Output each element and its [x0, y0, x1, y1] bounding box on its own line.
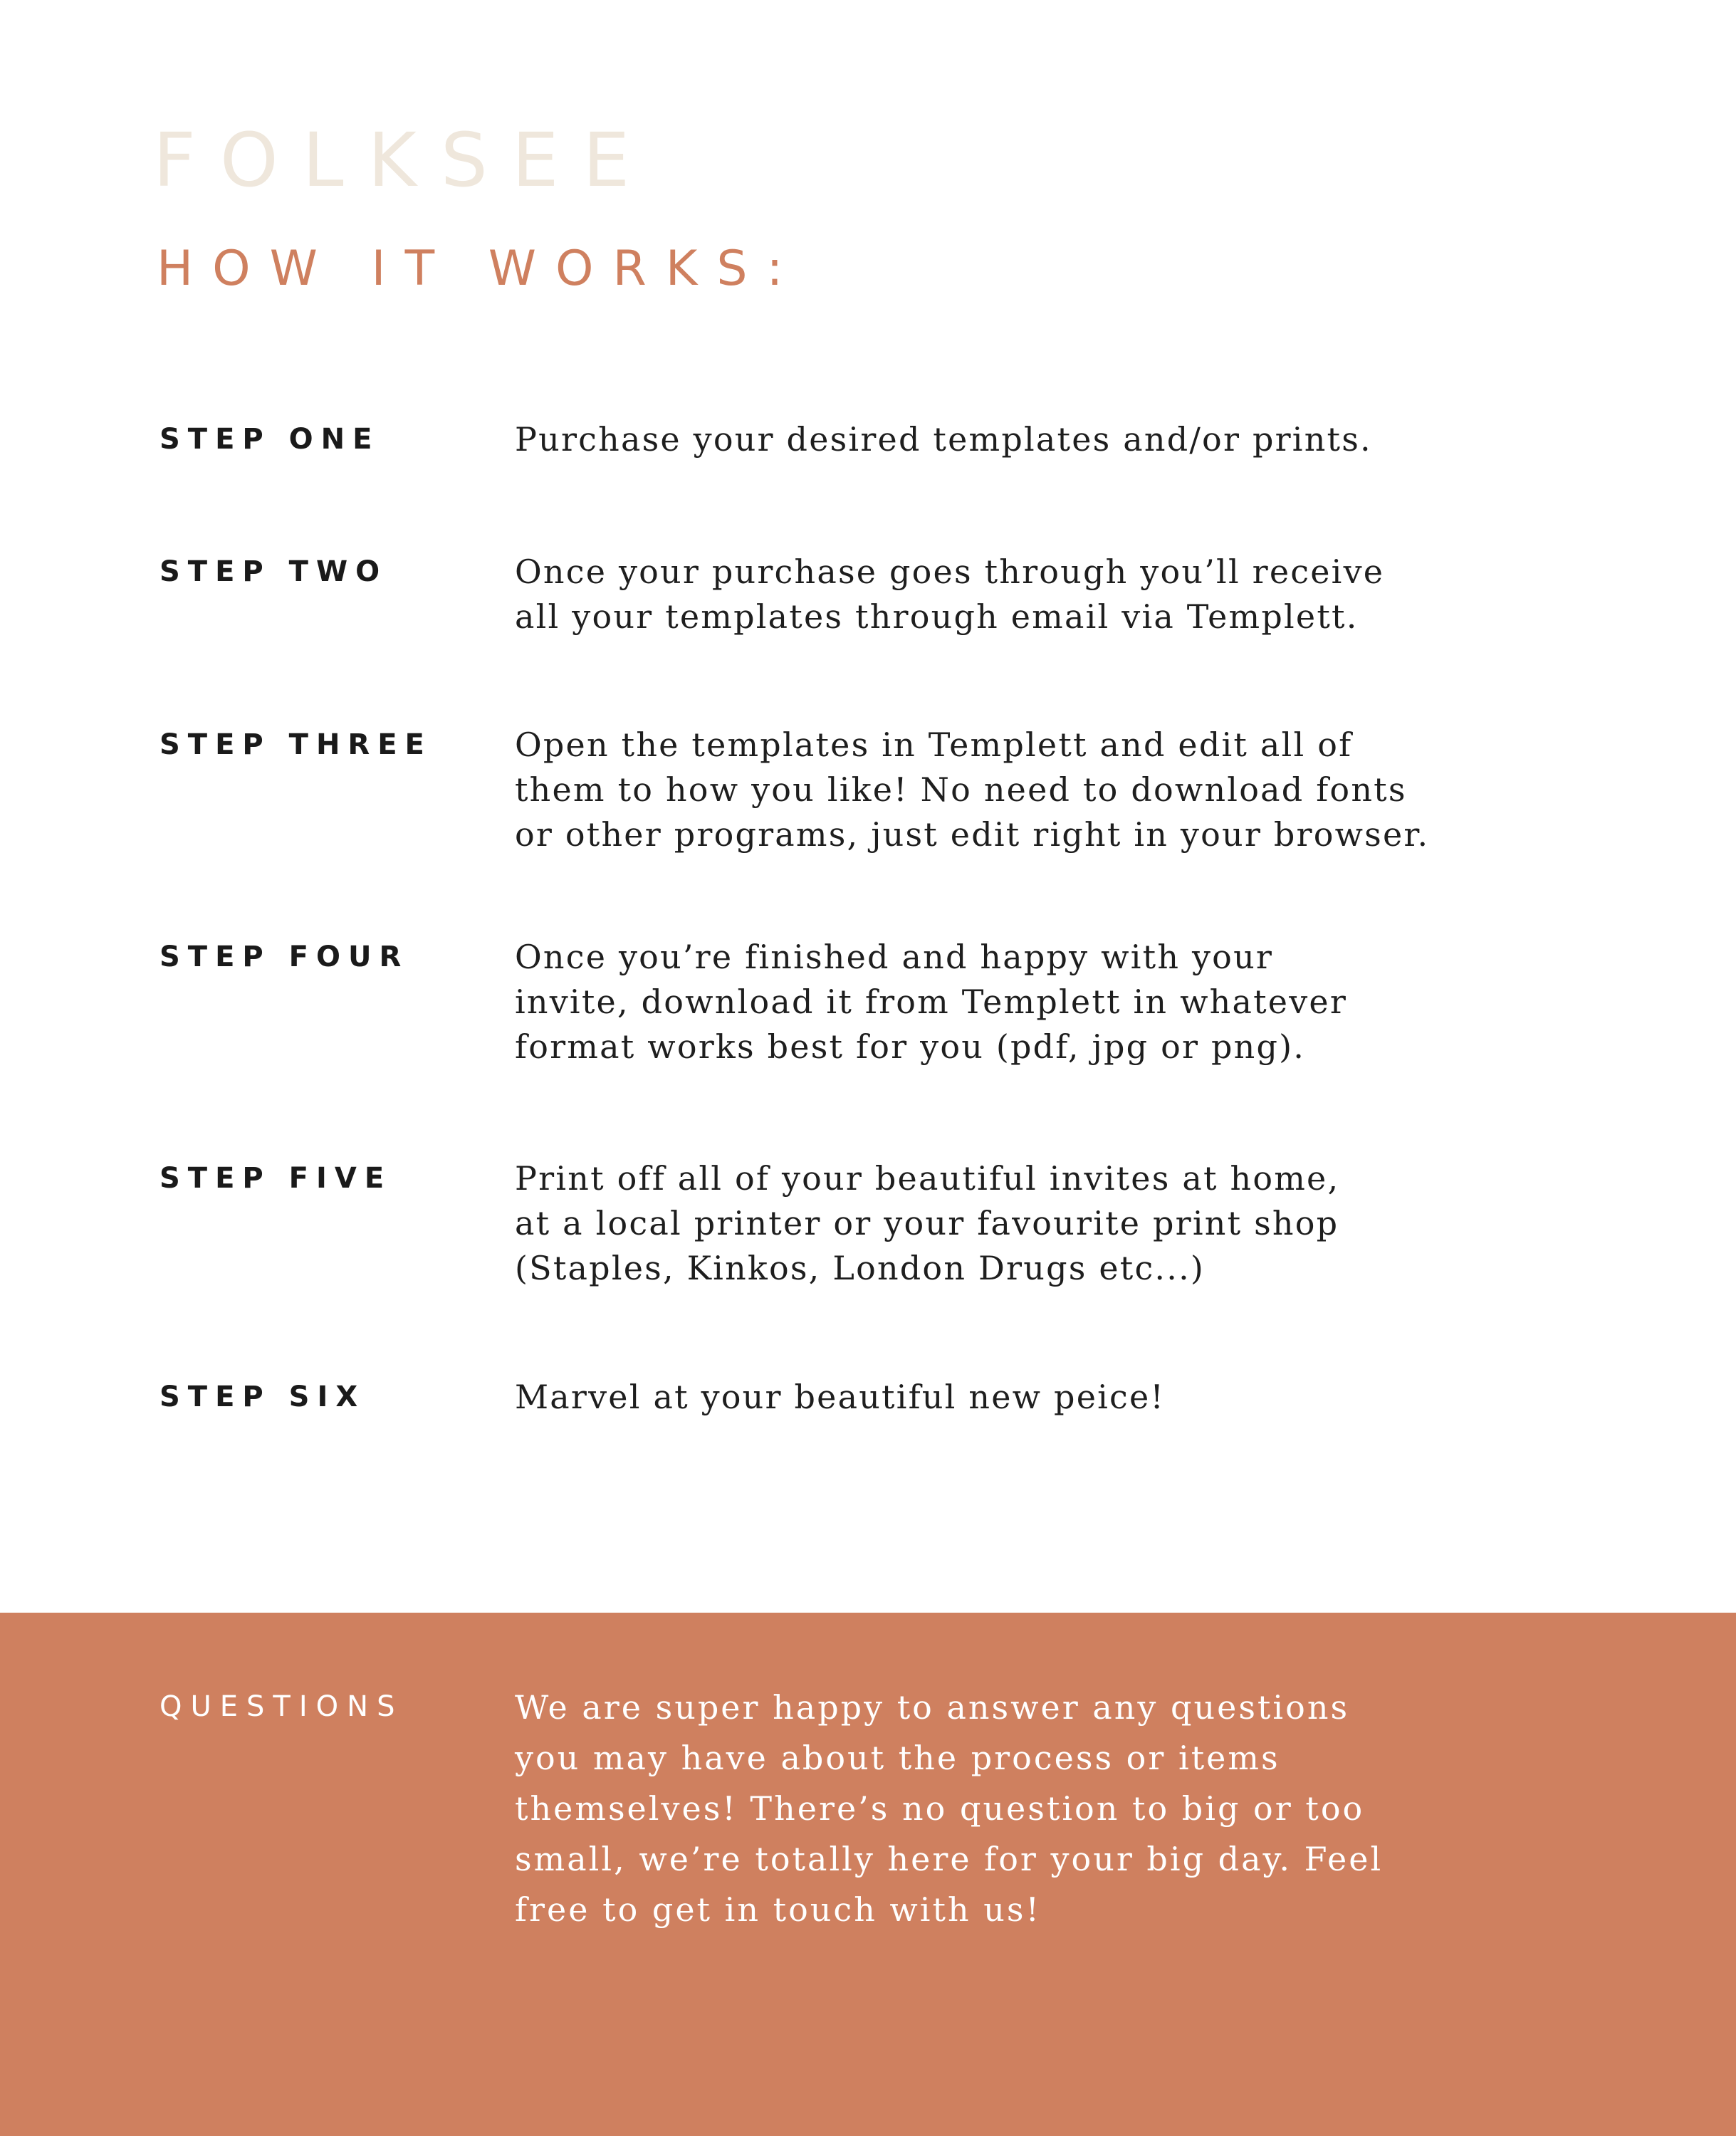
- step-description: Marvel at your beautiful new peice!: [515, 1378, 1166, 1416]
- step-label: STEP THREE: [160, 728, 432, 761]
- step-label: STEP FOUR: [160, 941, 409, 973]
- step-description: Purchase your desired templates and/or prints.: [515, 420, 1372, 459]
- questions-label: QUESTIONS: [160, 1690, 404, 1723]
- step-description: Once you’re finished and happy with your invite, download it from Templett in whatever format works best for you (pdf, jpg or png).: [515, 938, 1348, 1066]
- step-label: STEP FIVE: [160, 1162, 392, 1195]
- questions-panel: [0, 1613, 1736, 2136]
- step-label: STEP ONE: [160, 423, 380, 456]
- step-description: Print off all of your beautiful invites at home, at a local printer or your favourite print shop (Staples, Kinkos, London Drugs etc...): [515, 1159, 1340, 1287]
- step-label: STEP SIX: [160, 1381, 366, 1413]
- page-heading: HOW IT WORKS:: [157, 241, 802, 297]
- brand-logo: FOLKSEE: [153, 117, 654, 204]
- step-label: STEP TWO: [160, 555, 388, 588]
- questions-text: We are super happy to answer any questions you may have about the process or items themselves! There’s no question to big or too small, we’re totally here for your big day. Feel free to get in touch with us!: [515, 1688, 1384, 1929]
- step-description: Open the templates in Templett and edit all of them to how you like! No need to download fonts or other programs, just edit right in your browser.: [515, 726, 1430, 854]
- step-description: Once your purchase goes through you’ll receive all your templates through email via Templett.: [515, 553, 1385, 636]
